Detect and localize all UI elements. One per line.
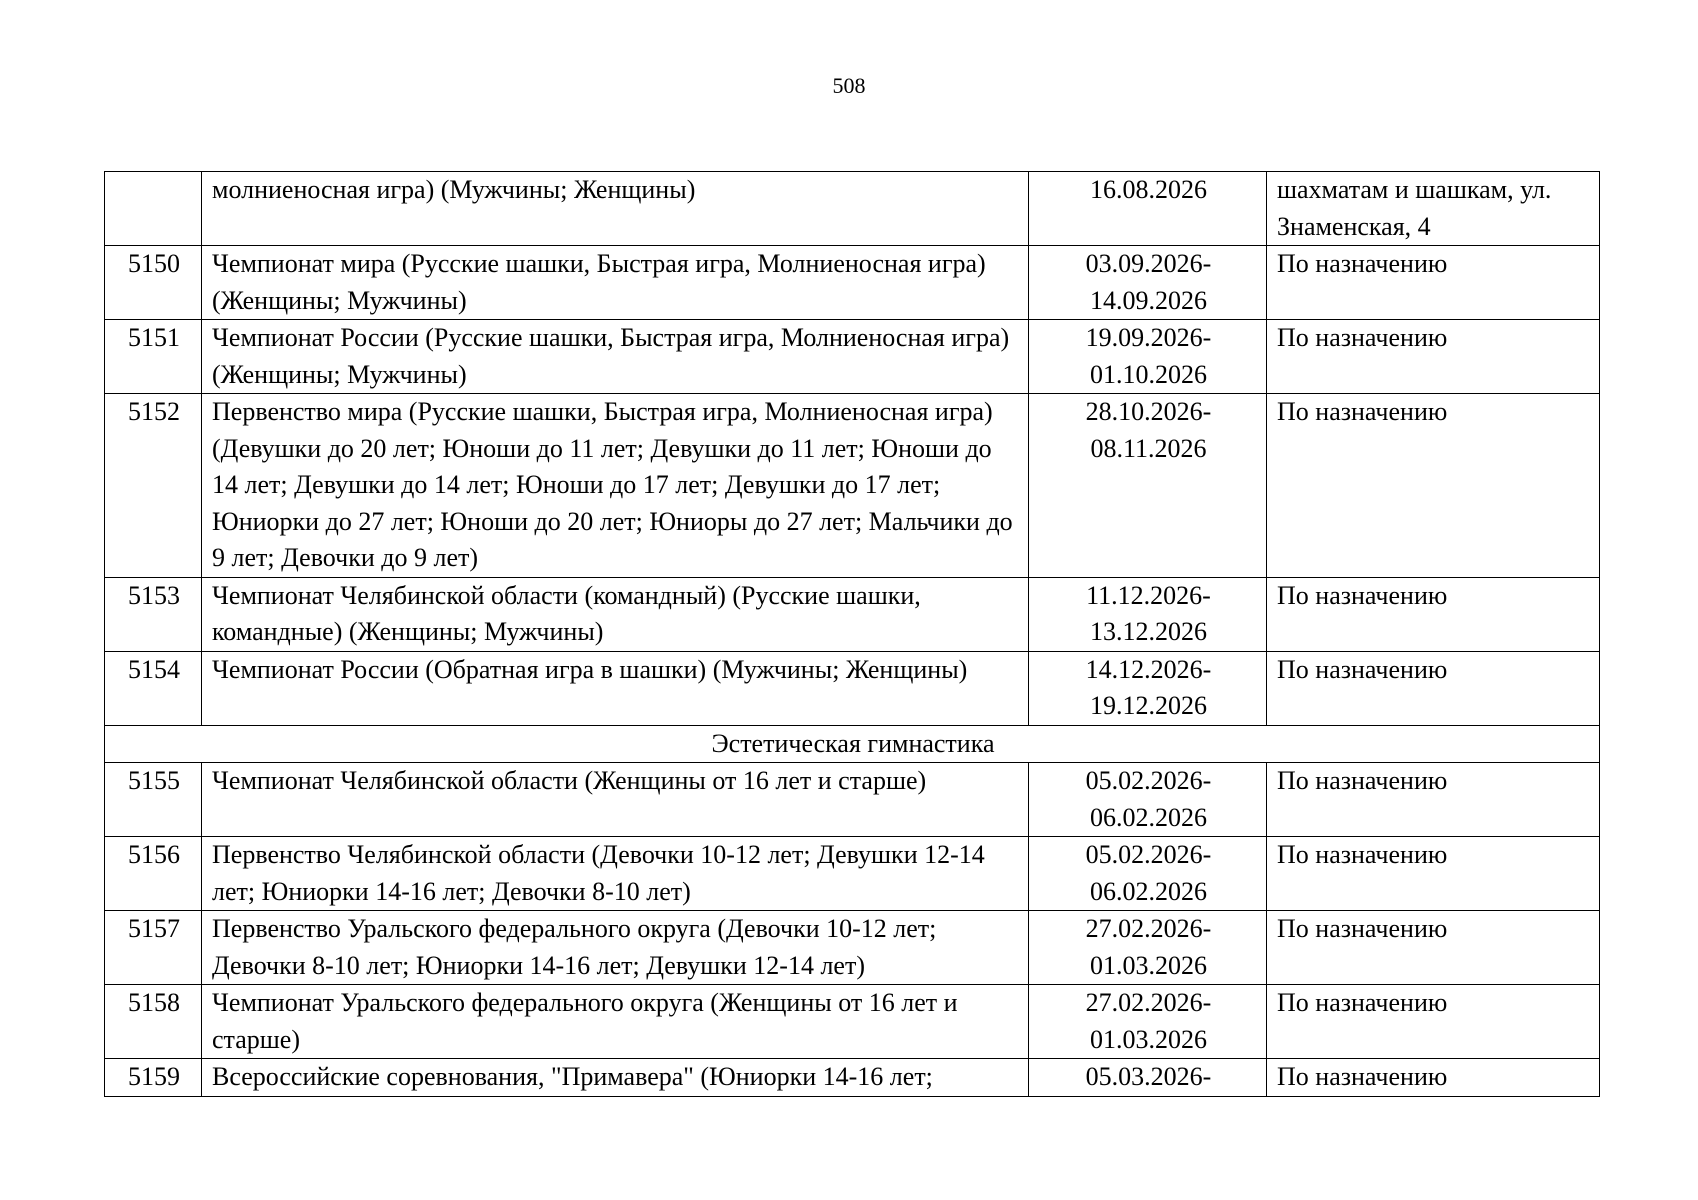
event-dates: 03.09.2026-14.09.2026 <box>1029 246 1267 320</box>
table-row <box>105 320 1600 394</box>
event-dates: 16.08.2026 <box>1029 172 1267 246</box>
event-place: По назначению <box>1267 320 1600 394</box>
event-number: 5150 <box>105 246 202 320</box>
event-dates: 05.02.2026-06.02.2026 <box>1029 837 1267 911</box>
table-row <box>105 651 1600 725</box>
event-name: Чемпионат мира (Русские шашки, Быстрая игра, Молниеносная игра) (Женщины; Мужчины) <box>202 246 1029 320</box>
section-title: Эстетическая гимнастика <box>105 725 1600 763</box>
table-row <box>105 246 1600 320</box>
event-place: По назначению <box>1267 837 1600 911</box>
event-number: 5153 <box>105 577 202 651</box>
event-name: Чемпионат России (Русские шашки, Быстрая игра, Молниеносная игра) (Женщины; Мужчины) <box>202 320 1029 394</box>
event-name: Всероссийские соревнования, "Примавера" (Юниорки 14-16 лет; <box>202 1059 1029 1097</box>
event-dates: 28.10.2026-08.11.2026 <box>1029 394 1267 578</box>
event-place: По назначению <box>1267 394 1600 578</box>
event-name: Первенство Челябинской области (Девочки 10-12 лет; Девушки 12-14 лет; Юниорки 14-16 лет; Девочки 8-10 лет) <box>202 837 1029 911</box>
event-place: По назначению <box>1267 1059 1600 1097</box>
event-number: 5158 <box>105 985 202 1059</box>
table-row <box>105 911 1600 985</box>
page-number: 508 <box>832 73 866 98</box>
event-number: 5152 <box>105 394 202 578</box>
event-place: По назначению <box>1267 985 1600 1059</box>
event-number <box>105 172 202 246</box>
table-row <box>105 985 1600 1059</box>
table-row <box>105 837 1600 911</box>
event-number: 5159 <box>105 1059 202 1097</box>
event-name: Чемпионат Челябинской области (Женщины от 16 лет и старше) <box>202 763 1029 837</box>
table-row <box>105 577 1600 651</box>
table-row <box>105 172 1600 246</box>
event-number: 5156 <box>105 837 202 911</box>
event-name: Чемпионат Уральского федерального округа (Женщины от 16 лет и старше) <box>202 985 1029 1059</box>
event-name: Первенство мира (Русские шашки, Быстрая игра, Молниеносная игра) (Девушки до 20 лет; Юноши до 11 лет; Девушки до 11 лет; Юноши до 14 лет; Девушки до 14 лет; Юноши до 17 лет; Девушки до 17 лет; Юниорки до 27 лет; Юноши до 20 лет; Юниоры до 27 лет; Мальчики до 9 лет; Девочки до 9 лет) <box>202 394 1029 578</box>
event-place: По назначению <box>1267 911 1600 985</box>
event-place: шахматам и шашкам, ул. Знаменская, 4 <box>1267 172 1600 246</box>
events-table <box>104 171 1600 1097</box>
event-dates: 14.12.2026-19.12.2026 <box>1029 651 1267 725</box>
event-dates: 27.02.2026-01.03.2026 <box>1029 911 1267 985</box>
event-name: Первенство Уральского федерального округа (Девочки 10-12 лет; Девочки 8-10 лет; Юниорки 14-16 лет; Девушки 12-14 лет) <box>202 911 1029 985</box>
event-dates: 05.03.2026- <box>1029 1059 1267 1097</box>
event-dates: 05.02.2026-06.02.2026 <box>1029 763 1267 837</box>
event-dates: 19.09.2026-01.10.2026 <box>1029 320 1267 394</box>
table-row <box>105 394 1600 578</box>
event-name: Чемпионат Челябинской области (командный) (Русские шашки, командные) (Женщины; Мужчины) <box>202 577 1029 651</box>
event-number: 5157 <box>105 911 202 985</box>
event-name: Чемпионат России (Обратная игра в шашки) (Мужчины; Женщины) <box>202 651 1029 725</box>
event-name: молниеносная игра) (Мужчины; Женщины) <box>202 172 1029 246</box>
event-number: 5151 <box>105 320 202 394</box>
event-place: По назначению <box>1267 577 1600 651</box>
table-row <box>105 1059 1600 1097</box>
event-dates: 11.12.2026-13.12.2026 <box>1029 577 1267 651</box>
section-header-row <box>105 725 1600 763</box>
event-place: По назначению <box>1267 763 1600 837</box>
event-number: 5154 <box>105 651 202 725</box>
event-dates: 27.02.2026-01.03.2026 <box>1029 985 1267 1059</box>
table-row <box>105 763 1600 837</box>
event-number: 5155 <box>105 763 202 837</box>
event-place: По назначению <box>1267 246 1600 320</box>
event-place: По назначению <box>1267 651 1600 725</box>
